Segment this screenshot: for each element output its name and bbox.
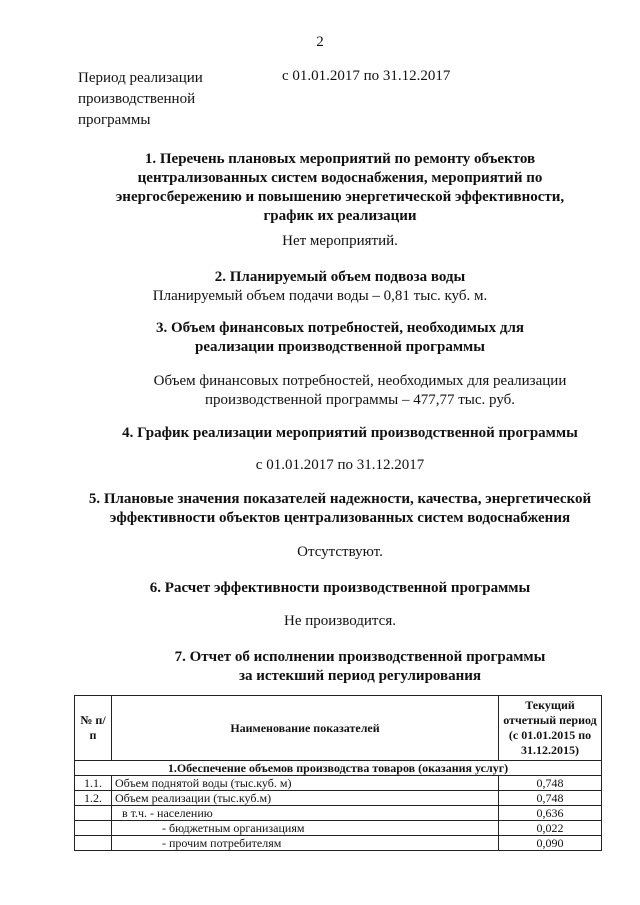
row-value: 0,748	[499, 776, 602, 791]
page-number: 2	[316, 34, 324, 50]
section-5-title: 5. Плановые значения показателей надежности, качества, энергетической эффективности объектов централизованных систем водоснабжения	[88, 491, 592, 526]
period-label: Период реализации производственной программы	[78, 70, 203, 128]
header-num: № п/п	[75, 696, 112, 761]
table-row	[75, 806, 602, 821]
section-2-title: 2. Планируемый объем подвоза воды	[214, 269, 466, 285]
row-value: 0,748	[499, 791, 602, 806]
table-section-title: 1.Обеспечение объемов производства товаров (оказания услуг)	[75, 761, 602, 776]
row-num	[75, 836, 112, 851]
section-1-text: Нет мероприятий.	[282, 233, 398, 249]
row-num: 1.2.	[75, 791, 112, 806]
row-value: 0,636	[499, 806, 602, 821]
table-row	[75, 776, 602, 791]
row-value: 0,022	[499, 821, 602, 836]
row-name: в т.ч. - населению	[112, 806, 499, 821]
table-row	[75, 821, 602, 836]
table-row	[75, 791, 602, 806]
row-value: 0,090	[499, 836, 602, 851]
section-5-text: Отсутствуют.	[297, 544, 383, 560]
report-table	[74, 695, 602, 851]
period-value: с 01.01.2017 по 31.12.2017	[282, 68, 451, 84]
row-num	[75, 806, 112, 821]
section-6-title: 6. Расчет эффективности производственной программы	[149, 580, 531, 596]
row-name: Объем реализации (тыс.куб.м)	[112, 791, 499, 806]
section-7-title: 7. Отчет об исполнении производственной программы за истекший период регулирования	[174, 649, 546, 684]
section-6-text: Не производится.	[284, 613, 396, 629]
table-row	[75, 836, 602, 851]
section-2-text: Планируемый объем подачи воды – 0,81 тыс. куб. м.	[152, 288, 488, 304]
section-1-title: 1. Перечень плановых мероприятий по ремонту объектов централизованных систем водоснабжения, мероприятий по энергосбережению и повышению энергетической эффективности, график их реализации	[115, 151, 565, 224]
section-4-title: 4. График реализации мероприятий производственной программы	[122, 425, 578, 441]
row-name: Объем поднятой воды (тыс.куб. м)	[112, 776, 499, 791]
row-name: - бюджетным организациям	[112, 821, 499, 836]
header-name: Наименование показателей	[112, 696, 499, 761]
section-3-title: 3. Объем финансовых потребностей, необходимых для реализации производственной программы	[155, 320, 525, 355]
section-3-text: Объем финансовых потребностей, необходимых для реализации производственной программы – 477,77 тыс. руб.	[153, 373, 567, 408]
section-4-text: с 01.01.2017 по 31.12.2017	[255, 457, 425, 473]
header-value: Текущий отчетный период (с 01.01.2015 по 31.12.2015)	[499, 696, 602, 761]
row-num: 1.1.	[75, 776, 112, 791]
row-name: - прочим потребителям	[112, 836, 499, 851]
row-num	[75, 821, 112, 836]
